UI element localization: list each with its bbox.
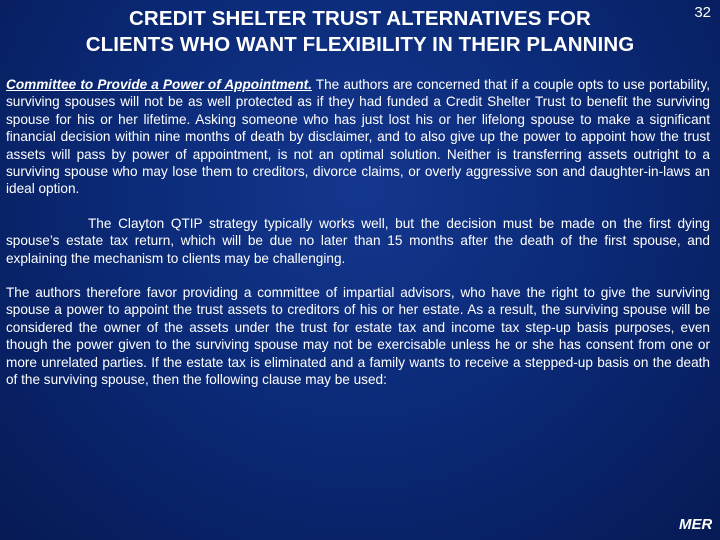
slide-title xyxy=(0,6,720,58)
paragraph-heading: Committee to Provide a Power of Appointment. xyxy=(6,77,312,92)
paragraph-committee: The authors therefore favor providing a committee of impartial advisors, who have the right to give the surviving spouse a power to appoint the trust assets to creditors of his or her estate. As a result, the surviving spouse will be considered the owner of the assets under the trust for estate tax and income tax step-up basis purposes, even though the power given to the surviving spouse may not be exercisable unless he or she has consent from one or more unrelated parties. If the estate tax is eliminated and a family wants to receive a stepped-up basis on the death of the surviving spouse, then the following clause may be used: xyxy=(6,285,710,388)
paragraph-power-of-appointment xyxy=(6,76,710,198)
paragraph-clayton-qtip: The Clayton QTIP strategy typically works well, but the decision must be made on the first dying spouse’s estate tax return, which will be due no later than 15 months after the death of the first spouse, and explaining the mechanism to clients may be challenging. xyxy=(6,215,710,266)
logo-text: MER xyxy=(679,516,712,532)
slide-title-line-1: CREDIT SHELTER TRUST ALTERNATIVES FOR xyxy=(129,7,591,30)
slide-body xyxy=(6,76,710,389)
slide-title-line-2: CLIENTS WHO WANT FLEXIBILITY IN THEIR PLANNING xyxy=(85,33,635,56)
page-number: 32 xyxy=(694,4,711,21)
paragraph-text: The authors are concerned that if a couple opts to use portability, surviving spouses will not be as well protected as if they had funded a Credit Shelter Trust to benefit the surviving spouse for his or her lifetime. Asking someone who has just lost his or her lifelong spouse to make a significant financial decision within nine months of death by disclaimer, and to also give up the power to appoint how the trust assets will pass by power of appointment, is not an optimal solution. Neither is transferring assets outright to a surviving spouse who may lose them to creditors, divorce claims, or overly aggressive son and daughter-in-laws an ideal option. xyxy=(6,77,711,197)
mer-logo-icon xyxy=(678,514,712,532)
